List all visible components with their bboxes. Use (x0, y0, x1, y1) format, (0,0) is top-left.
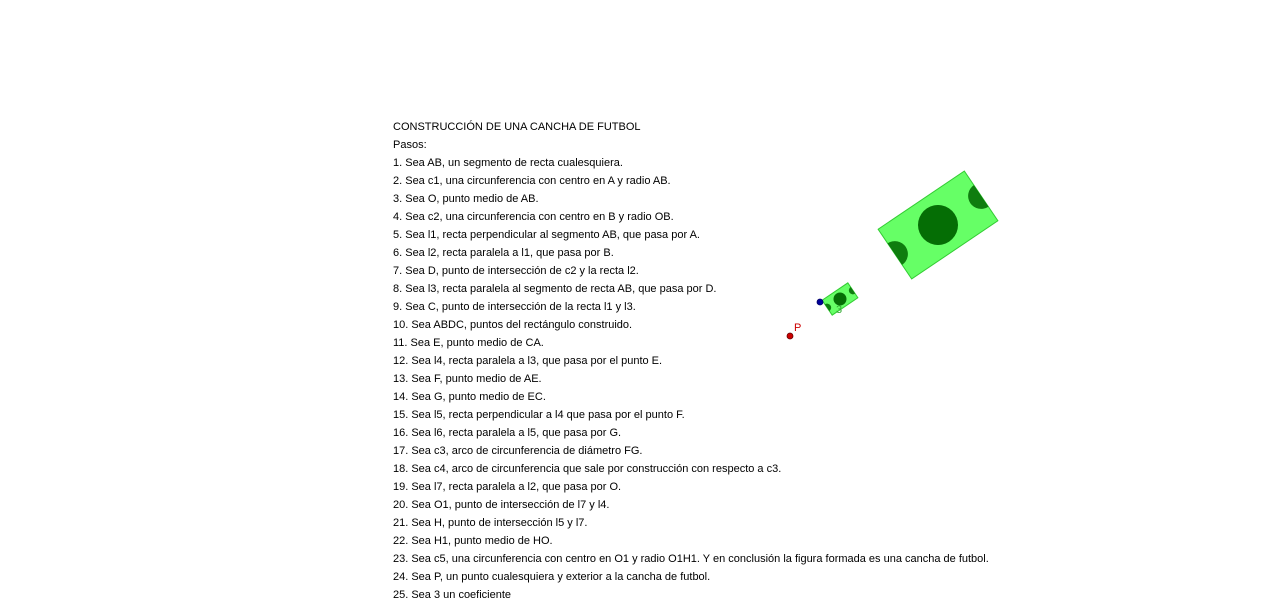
step-item: 2. Sea c1, una circunferencia con centro en A y radio AB. (393, 175, 671, 187)
point-p-label: P (794, 322, 802, 334)
step-item: 20. Sea O1, punto de intersección de l7 y l4. (393, 499, 610, 511)
step-item: 21. Sea H, punto de intersección l5 y l7. (393, 517, 588, 529)
step-item: 18. Sea c4, arco de circunferencia que sale por construcción con respecto a c3. (393, 463, 782, 475)
construction-title: CONSTRUCCIÓN DE UNA CANCHA DE FUTBOL (393, 121, 641, 133)
small-field-label: 3 (836, 304, 843, 316)
step-item: 6. Sea l2, recta paralela a l1, que pasa por B. (393, 247, 614, 259)
step-item: 19. Sea l7, recta paralela a l2, que pasa por O. (393, 481, 622, 493)
steps-heading: Pasos: (393, 139, 427, 151)
step-item: 11. Sea E, punto medio de CA. (393, 337, 544, 349)
step-item: 8. Sea l3, recta paralela al segmento de recta AB, que pasa por D. (393, 283, 717, 295)
step-item: 17. Sea c3, arco de circunferencia de diámetro FG. (393, 445, 643, 457)
step-item: 15. Sea l5, recta perpendicular a l4 que pasa por el punto F. (393, 409, 685, 421)
step-item: 5. Sea l1, recta perpendicular al segmento AB, que pasa por A. (393, 229, 700, 241)
blue-point[interactable] (817, 299, 823, 305)
step-item: 9. Sea C, punto de intersección de la recta l1 y l3. (393, 301, 636, 313)
step-item: 13. Sea F, punto medio de AE. (393, 373, 542, 385)
step-item: 25. Sea 3 un coeficiente (393, 589, 512, 601)
step-item: 12. Sea l4, recta paralela a l3, que pasa por el punto E. (393, 355, 663, 367)
step-item: 16. Sea l6, recta paralela a l5, que pasa por G. (393, 427, 622, 439)
point-p[interactable] (787, 333, 793, 339)
step-item: 24. Sea P, un punto cualesquiera y exterior a la cancha de futbol. (393, 571, 711, 583)
step-item: 7. Sea D, punto de intersección de c2 y la recta l2. (393, 265, 639, 277)
step-item: 1. Sea AB, un segmento de recta cualesquiera. (393, 157, 623, 169)
step-item: 4. Sea c2, una circunferencia con centro en B y radio OB. (393, 211, 674, 223)
step-item: 14. Sea G, punto medio de EC. (393, 391, 546, 403)
construction-steps (393, 118, 989, 604)
step-item: 10. Sea ABDC, puntos del rectángulo construido. (393, 319, 633, 331)
step-item: 23. Sea c5, una circunferencia con centro en O1 y radio O1H1. Y en conclusión la figura formada es una cancha de futbol. (393, 553, 989, 565)
step-item: 3. Sea O, punto medio de AB. (393, 193, 539, 205)
step-item: 22. Sea H1, punto medio de HO. (393, 535, 553, 547)
